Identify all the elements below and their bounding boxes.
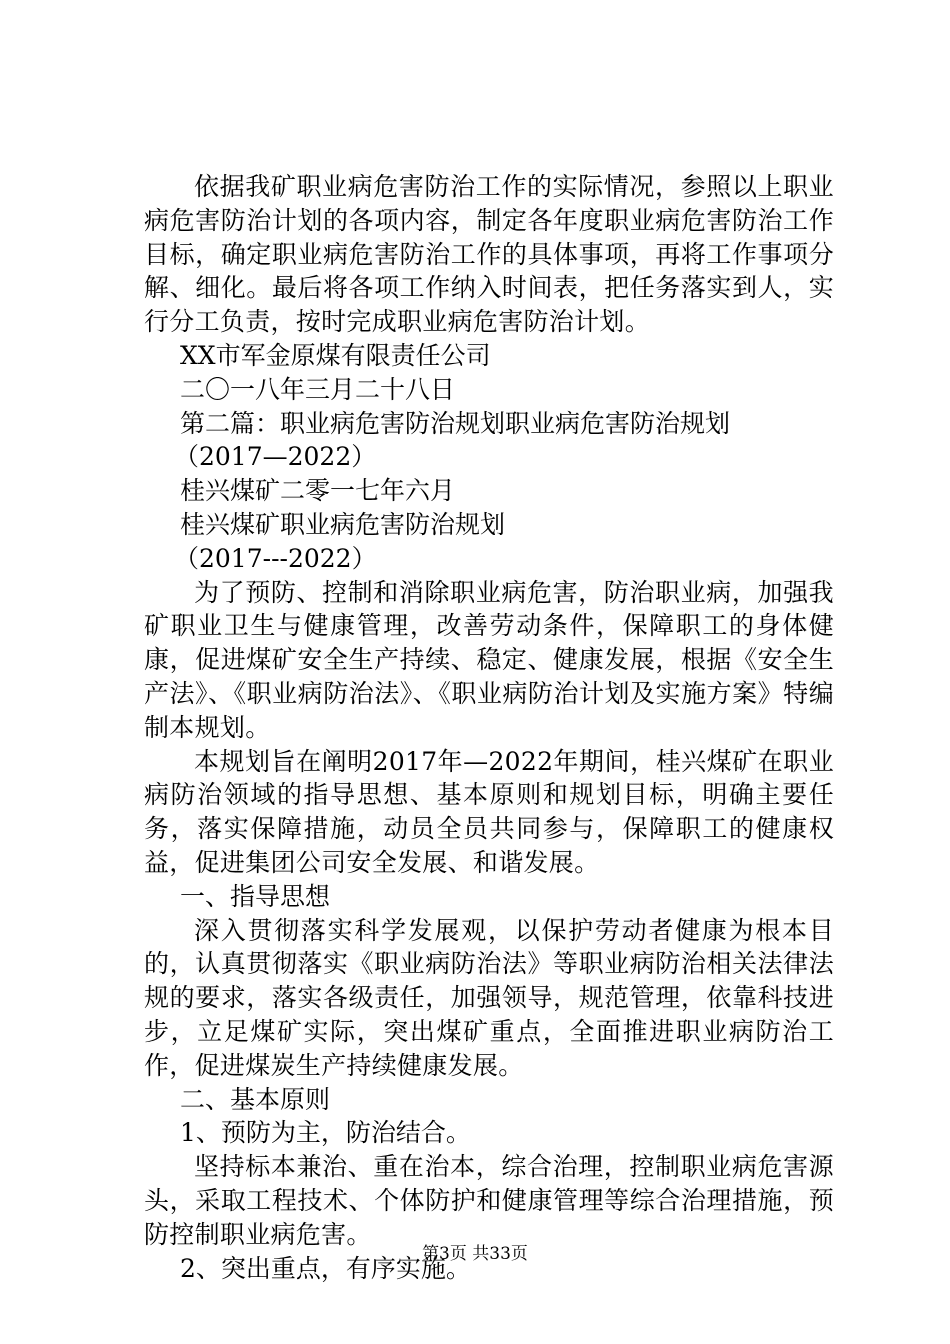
years-range-1: （2017—2022）	[174, 442, 377, 472]
paragraph-principle-1-detail: 坚持标本兼治、重在治本，综合治理，控制职业病危害源头，采取工程技术、个体防护和健康管理等综合治理措施，预防控制职业病危害。	[144, 1152, 834, 1249]
section-heading-basic-principles: 二、基本原则	[180, 1084, 331, 1114]
principle-item-1: 1、预防为主，防治结合。	[180, 1118, 471, 1148]
paragraph-purpose: 为了预防、控制和消除职业病危害，防治职业病，加强我矿职业卫生与健康管理，改善劳动条件，保障职工的身体健康，促进煤矿安全生产持续、稳定、健康发展，根据《安全生产法》、《职业病防治法》、《职业病防治计划及实施方案》特编制本规划。	[144, 577, 834, 742]
page-number: 第3页 共33页	[422, 1244, 528, 1264]
signature-date: 二〇一八年三月二十八日	[180, 374, 456, 404]
plan-title: 桂兴煤矿职业病危害防治规划	[180, 509, 506, 539]
document-body	[144, 170, 834, 1285]
paragraph-plan-implementation: 依据我矿职业病危害防治工作的实际情况，参照以上职业病危害防治计划的各项内容，制定各年度职业病危害防治工作目标，确定职业病危害防治工作的具体事项，再将工作事项分解、细化。最后将各项工作纳入时间表，把任务落实到人，实行分工负责，按时完成职业病危害防治计划。	[144, 172, 834, 337]
chapter-title: 第二篇：职业病危害防治规划职业病危害防治规划	[180, 408, 731, 438]
section-heading-guiding-ideology: 一、指导思想	[180, 881, 331, 911]
page-footer	[0, 1242, 950, 1266]
paragraph-guiding-ideology: 深入贯彻落实科学发展观，以保护劳动者健康为根本目的，认真贯彻落实《职业病防治法》等职业病防治相关法律法规的要求，落实各级责任，加强领导，规范管理，依靠科技进步，立足煤矿实际，突出煤矿重点，全面推进职业病防治工作，促进煤炭生产持续健康发展。	[144, 915, 834, 1080]
issuer-date: 桂兴煤矿二零一七年六月	[180, 476, 456, 506]
paragraph-scope: 本规划旨在阐明2017年—2022年期间，桂兴煤矿在职业病防治领域的指导思想、基本原则和规划目标，明确主要任务，落实保障措施，动员全员共同参与，保障职工的健康权益，促进集团公司安全发展、和谐发展。	[144, 746, 834, 877]
principle-item-2: 2、突出重点，有序实施。	[180, 1253, 471, 1283]
years-range-2: （2017---2022）	[174, 543, 377, 573]
company-name: XX市军金原煤有限责任公司	[180, 340, 491, 370]
